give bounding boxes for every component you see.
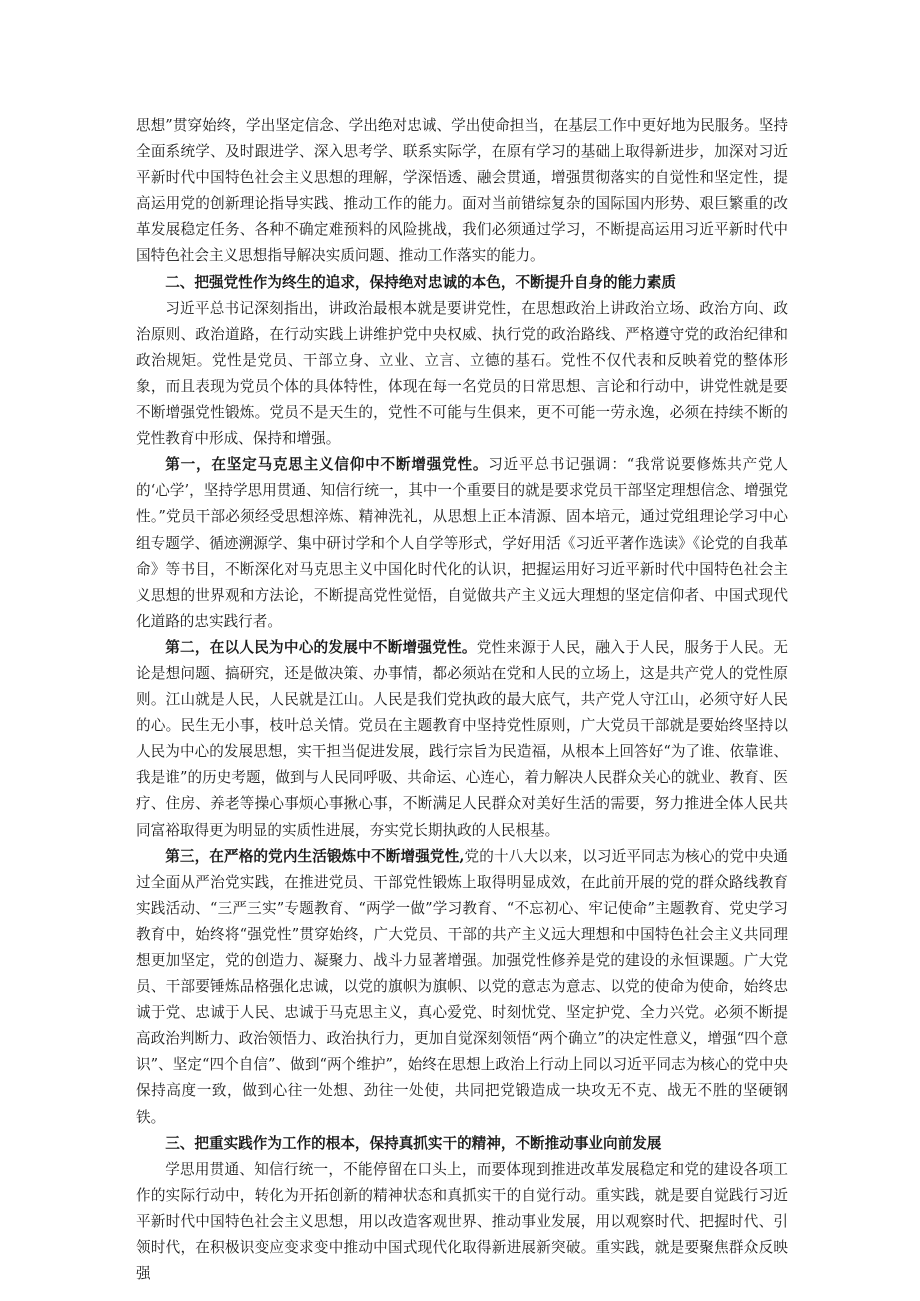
point-1-body: 习近平总书记强调：“我常说要修炼共产党人的‘心学’，坚持学思用贯通、知信行统一，其中一个重要目的就是要求党员干部坚定理想信念、增强党性。”党员干部必须经受思想淬炼、精神洗礼，从思想上正本清源、固本培元，通过党组理论学习中心组专题学、循迹溯源学、集中研讨学和个人自学等形式，学好用活《习近平著作选读》《论党的自我革命》等书目，不断深化对马克思主义中国化时代化的认识，把握运用好习近平新时代中国特色社会主义思想的世界观和方法论，不断提高党性觉悟，自觉做共产主义远大理想的坚定信仰者、中国式现代化道路的忠实践行者。 [136,456,788,630]
paragraph-practice: 学思用贯通、知信行统一，不能停留在口头上，而要体现到推进改革发展稳定和党的建设各项工作的实际行动中，转化为开拓创新的精神状态和真抓实干的自觉行动。重实践，就是要自觉践行习近平新时代中国特色社会主义思想，用以改造客观世界、推动事业发展，用以观察时代、把握时代、引领时代，在积极识变应变求变中推动中国式现代化取得新进展新突破。重实践，就是要聚焦群众反映强 [136,1160,788,1283]
point-2-body: 党性来源于人民，融入于人民，服务于人民。无论是想问题、搞研究，还是做决策、办事情，都必须站在党和人民的立场上，这是共产党人的党性原则。江山就是人民，人民就是江山。人民是我们党执政的最大底气，共产党人守江山，必须守好人民的心。民生无小事，枝叶总关情。党员在主题教育中坚持党性原则，广大党员干部就是要始终坚持以人民为中心的发展思想，实干担当促进发展，践行宗旨为民造福，从根本上回答好“为了谁、依靠谁、我是谁”的历史考题，做到与人民同呼吸、共命运、心连心，着力解决人民群众关心的就业、教育、医疗、住房、养老等操心事烦心事揪心事，不断满足人民群众对美好生活的需要，努力推进全体人民共同富裕取得更为明显的实质性进展，夯实党长期执政的人民根基。 [136,638,788,839]
section-heading-2: 二、把强党性作为终生的追求，保持绝对忠诚的本色，不断提升自身的能力素质 [165,273,676,291]
point-2-lead: 第二，在以人民为中心的发展中不断增强党性。 [165,638,477,656]
point-3-lead: 第三，在严格的党内生活锻炼中不断增强党性, [165,847,465,865]
paragraph-point-3 [136,844,788,1131]
point-3-body: 党的十八大以来，以习近平同志为核心的党中央通过全面从严治党实践，在推进党员、干部党性锻炼上取得明显成效，在此前开展的党的群众路线教育实践活动、“三严三实”专题教育、“两学一做”学习教育、“不忘初心、牢记使命”主题教育、党史学习教育中，始终将“强党性”贯穿始终，广大党员、干部的共产主义远大理想和中国特色社会主义共同理想更加坚定，党的创造力、凝聚力、战斗力显著增强。加强党性修养是党的建设的永恒课题。广大党员、干部要锤炼品格强化忠诚，以党的旗帜为旗帜、以党的意志为意志、以党的使命为使命，始终忠诚于党、忠诚于人民、忠诚于马克思主义，真心爱党、时刻忧党、坚定护党、全力兴党。必须不断提高政治判断力、政治领悟力、政治执行力，更加自觉深刻领悟“两个确立”的决定性意义，增强“四个意识”、坚定“四个自信”、做到“两个维护”，始终在思想上政治上行动上同以习近平同志为核心的党中央保持高度一致，做到心往一处想、劲往一处使，共同把党锻造成一块攻无不克、战无不胜的坚硬钢铁。 [136,847,788,1126]
document-page [136,113,788,1287]
paragraph-point-1 [136,452,788,635]
point-1-lead: 第一，在坚定马克思主义信仰中不断增强党性。 [165,456,489,474]
paragraph-point-2 [136,635,788,844]
section-heading-3: 三、把重实践作为工作的根本，保持真抓实干的精神，不断推动事业向前发展 [165,1134,662,1152]
paragraph-continued: 思想”贯穿始终，学出坚定信念、学出绝对忠诚、学出使命担当，在基层工作中更好地为民服务。坚持全面系统学、及时跟进学、深入思考学、联系实际学，在原有学习的基础上取得新进步，加深对习近平新时代中国特色社会主义思想的理解，学深悟透、融会贯通，增强贯彻落实的自觉性和坚定性，提高运用党的创新理论指导实践、推动工作的能力。面对当前错综复杂的国际国内形势、艰巨繁重的改革发展稳定任务、各种不确定难预料的风险挑战，我们必须通过学习，不断提高运用习近平新时代中国特色社会主义思想指导解决实质问题、推动工作落实的能力。 [136,117,788,265]
paragraph-party-spirit: 习近平总书记深刻指出，讲政治最根本就是要讲党性，在思想政治上讲政治立场、政治方向、政治原则、政治道路，在行动实践上讲维护党中央权威、执行党的政治路线、严格遵守党的政治纪律和政治规矩。党性是党员、干部立身、立业、立言、立德的基石。党性不仅代表和反映着党的整体形象，而且表现为党员个体的具体特性，体现在每一名党员的日常思想、言论和行动中，讲党性就是要不断增强党性锻炼。党员不是天生的，党性不可能与生俱来，更不可能一劳永逸，必须在持续不断的党性教育中形成、保持和增强。 [136,299,788,448]
